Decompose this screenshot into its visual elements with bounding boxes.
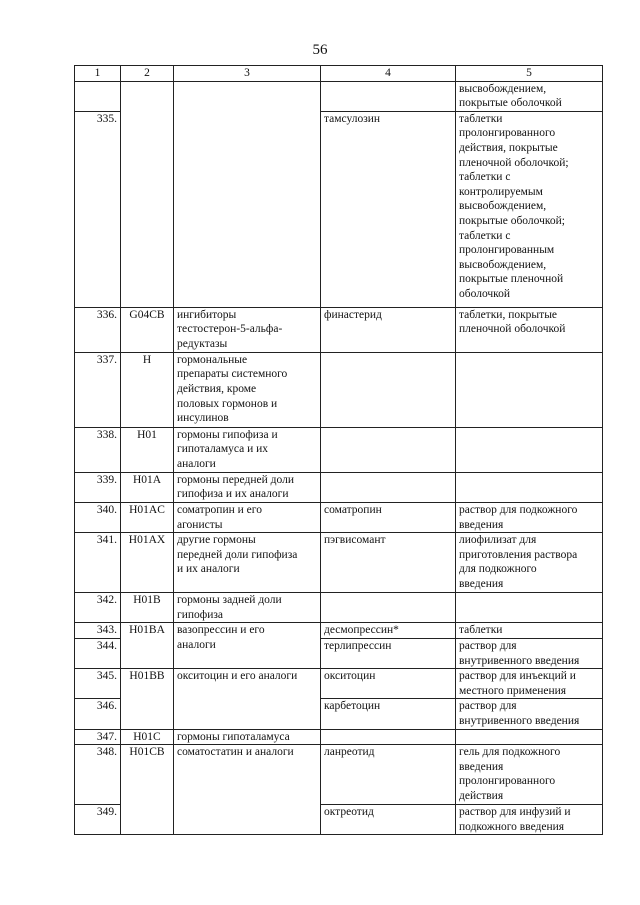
table-row [75, 745, 603, 805]
atc-code: G04CB [121, 307, 174, 352]
dosage-form: раствор для внутривенного введения [456, 638, 603, 668]
atc-group-name: гормональные препараты системного действия, кроме половых гормонов и инсулинов [174, 352, 321, 427]
drug-name [321, 593, 456, 623]
drug-name: ланреотид [321, 745, 456, 805]
page-number: 56 [312, 42, 328, 58]
atc-code: H01A [121, 472, 174, 502]
dosage-form: раствор для внутривенного введения [456, 699, 603, 729]
atc-group-name: гормоны задней доли гипофиза [174, 593, 321, 623]
dosage-form: гель для подкожного введения пролонгированного действия [456, 745, 603, 805]
row-number: 345. [75, 669, 121, 699]
atc-group-name: вазопрессин и его аналоги [174, 623, 321, 669]
dosage-form [456, 472, 603, 502]
dosage-form [456, 427, 603, 472]
drug-name: карбетоцин [321, 699, 456, 729]
dosage-form: раствор для инъекций и местного применения [456, 669, 603, 699]
column-header: 5 [456, 66, 603, 82]
row-number: 335. [75, 111, 121, 307]
row-number: 343. [75, 623, 121, 639]
atc-group-name: гормоны гипоталамуса [174, 729, 321, 745]
drug-name: октреотид [321, 805, 456, 835]
atc-code: H01C [121, 729, 174, 745]
dosage-form: раствор для инфузий и подкожного введения [456, 805, 603, 835]
table-row [75, 669, 603, 699]
atc-code: H01AC [121, 502, 174, 532]
drug-name: пэгвисомант [321, 533, 456, 593]
dosage-form: раствор для подкожного введения [456, 502, 603, 532]
table-row [75, 729, 603, 745]
row-number: 346. [75, 699, 121, 729]
row-number: 338. [75, 427, 121, 472]
atc-code: H01BB [121, 669, 174, 729]
row-number: 341. [75, 533, 121, 593]
table-header-row [75, 66, 603, 82]
dosage-form [456, 352, 603, 427]
atc-code [121, 81, 174, 307]
dosage-form: таблетки, покрытые пленочной оболочкой [456, 307, 603, 352]
drug-name [321, 472, 456, 502]
atc-code: H01BA [121, 623, 174, 669]
atc-group-name [174, 81, 321, 307]
table-row [75, 593, 603, 623]
row-number: 349. [75, 805, 121, 835]
drug-name: тамсулозин [321, 111, 456, 307]
dosage-form: таблетки пролонгированного действия, покрытые пленочной оболочкой; таблетки с контролируемым высвобождением, покрытые оболочкой; таблетки с пролонгированным высвобождением, покрытые пленочной оболочкой [456, 111, 603, 307]
dosage-form [456, 593, 603, 623]
row-number: 342. [75, 593, 121, 623]
table-row [75, 307, 603, 352]
dosage-form: таблетки [456, 623, 603, 639]
table-row [75, 352, 603, 427]
row-number: 337. [75, 352, 121, 427]
column-header: 1 [75, 66, 121, 82]
atc-group-name: соматропин и его агонисты [174, 502, 321, 532]
atc-group-name: ингибиторы тестостерон-5-альфа- редуктазы [174, 307, 321, 352]
drug-name [321, 427, 456, 472]
table-row [75, 427, 603, 472]
atc-code: H01 [121, 427, 174, 472]
dosage-form: высвобождением, покрытые оболочкой [456, 81, 603, 111]
atc-code: H01B [121, 593, 174, 623]
row-number: 347. [75, 729, 121, 745]
atc-group-name: соматостатин и аналоги [174, 745, 321, 835]
table-row [75, 623, 603, 639]
table-row [75, 502, 603, 532]
atc-code: H01AX [121, 533, 174, 593]
drug-name: окситоцин [321, 669, 456, 699]
drug-name [321, 81, 456, 111]
table-row [75, 81, 603, 111]
atc-code: H01CB [121, 745, 174, 835]
row-number: 339. [75, 472, 121, 502]
medication-table [74, 65, 603, 835]
row-number: 336. [75, 307, 121, 352]
drug-name [321, 729, 456, 745]
drug-name: соматропин [321, 502, 456, 532]
atc-group-name: другие гормоны передней доли гипофиза и их аналоги [174, 533, 321, 593]
table-row [75, 472, 603, 502]
drug-name [321, 352, 456, 427]
atc-group-name: гормоны гипофиза и гипоталамуса и их аналоги [174, 427, 321, 472]
dosage-form: лиофилизат для приготовления раствора для подкожного введения [456, 533, 603, 593]
drug-name: терлипрессин [321, 638, 456, 668]
atc-group-name: окситоцин и его аналоги [174, 669, 321, 729]
atc-group-name: гормоны передней доли гипофиза и их аналоги [174, 472, 321, 502]
row-number: 340. [75, 502, 121, 532]
column-header: 2 [121, 66, 174, 82]
row-number [75, 81, 121, 111]
row-number: 348. [75, 745, 121, 805]
column-header: 3 [174, 66, 321, 82]
drug-name: десмопрессин* [321, 623, 456, 639]
atc-code: H [121, 352, 174, 427]
row-number: 344. [75, 638, 121, 668]
drug-name: финастерид [321, 307, 456, 352]
column-header: 4 [321, 66, 456, 82]
table-row [75, 533, 603, 593]
dosage-form [456, 729, 603, 745]
